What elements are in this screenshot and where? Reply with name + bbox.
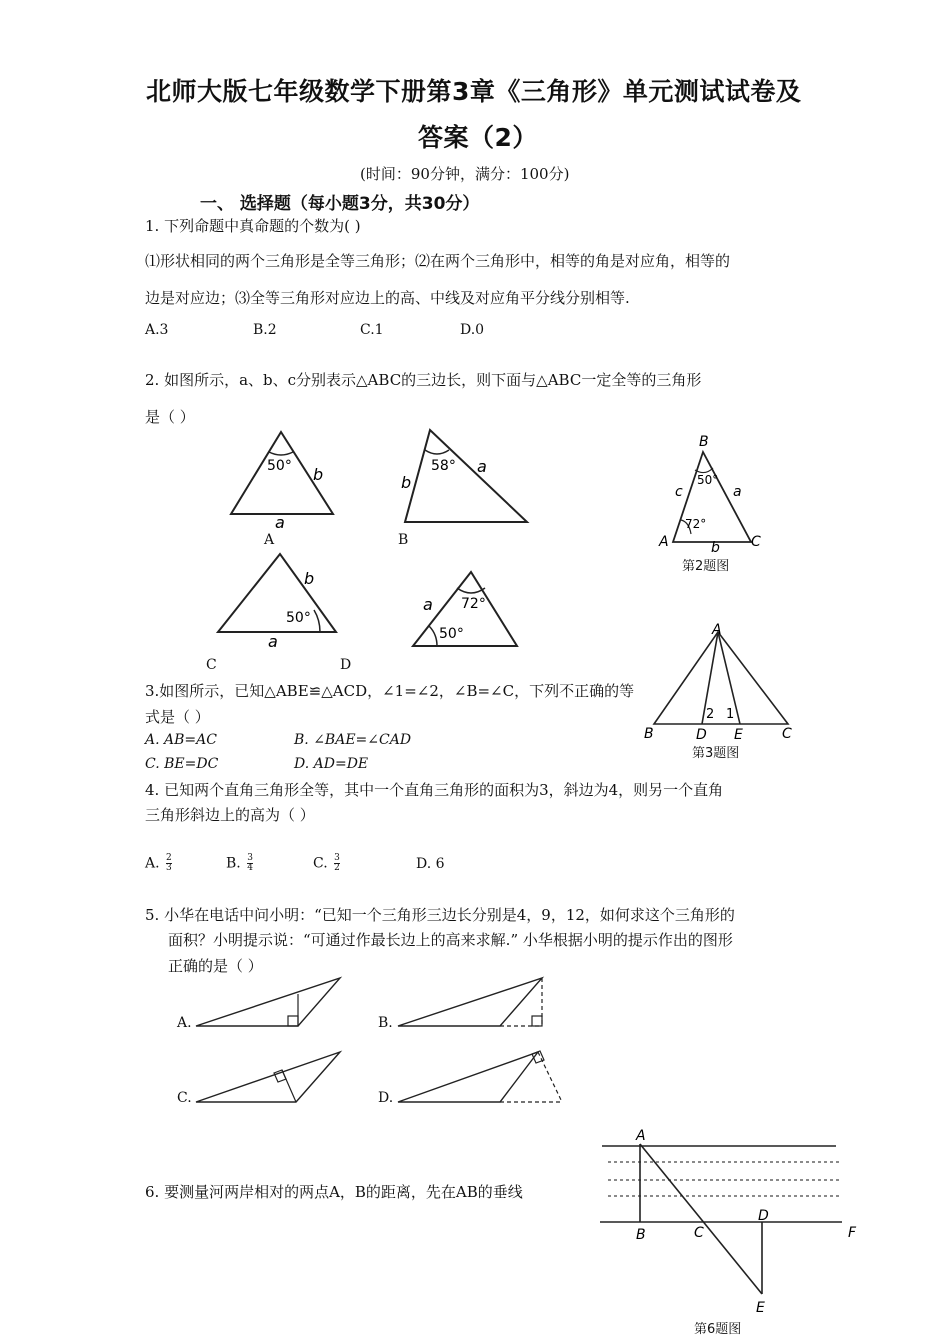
q3-stem: 3.如图所示，已知△ABE≌△ACD，∠1=∠2，∠B=∠C，下列不正确的等 (145, 682, 635, 700)
q2-figure-a (225, 428, 345, 533)
q2-ref-side-a: a (733, 484, 742, 500)
q3-angle-1: 1 (726, 707, 735, 722)
q2-ref-angle-72: 72° (685, 517, 707, 531)
q2-reference-figure (655, 430, 770, 552)
q6-pt-f: F (848, 1225, 857, 1241)
q2-ref-side-b: b (711, 540, 720, 552)
title-line-1: 北师大版七年级数学下册第3章《三角形》单元测试试卷及 (146, 77, 802, 106)
q2-b-side-b: b (401, 473, 412, 492)
q1-option-a: A.3 (145, 322, 169, 338)
q2-figure-c-label: C (206, 657, 217, 673)
q3-angle-2: 2 (706, 707, 715, 722)
q3-figure-caption: 第3题图 (692, 746, 740, 761)
q1-line2: 边是对应边；⑶全等三角形对应边上的高、中线及对应角平分线分别相等. (145, 289, 630, 307)
q2-b-angle: 58° (431, 458, 456, 474)
q6-figure-caption: 第6题图 (694, 1322, 742, 1337)
q2-ref-pt-a: A (659, 534, 669, 550)
q2-a-angle: 50° (267, 458, 292, 474)
q2-figure-c (210, 548, 350, 648)
q3-pt-c: C (782, 726, 792, 742)
q4-option-d: D. 6 (416, 856, 445, 872)
q5-figure-b-label: B. (378, 1015, 393, 1031)
q2-a-side-a: a (275, 513, 285, 532)
title-line-2: 答案（2） (418, 123, 538, 152)
q2-ref-pt-c: C (751, 534, 761, 550)
q6-pt-b: B (636, 1227, 646, 1243)
q5-figure-a-label: A. (177, 1015, 192, 1031)
q2-figure-d-label: D (340, 657, 352, 673)
q2-d-angle-72: 72° (461, 596, 486, 612)
q5-figure-d-label: D. (378, 1090, 394, 1106)
q1-option-c: C.1 (360, 322, 384, 338)
q3-pt-e: E (734, 727, 743, 743)
q5-figure-b (396, 972, 548, 1030)
q4-option-b: B. $\frac{3}{4}$ (226, 853, 253, 873)
q5-figure-a (194, 974, 346, 1030)
q4-stem-2: 三角形斜边上的高为（ ） (145, 806, 315, 824)
q6-pt-a: A (636, 1128, 646, 1144)
q2-c-angle: 50° (286, 610, 311, 626)
q2-d-angle-50: 50° (439, 626, 464, 642)
q4-stem: 4. 已知两个直角三角形全等，其中一个直角三角形的面积为3，斜边为4，则另一个直角 (145, 781, 724, 799)
q3-pt-a: A (712, 622, 722, 638)
q2-figure-b-label: B (398, 532, 409, 548)
q2-ref-pt-b: B (699, 434, 709, 450)
q6-stem: 6. 要测量河两岸相对的两点A，B的距离，先在AB的垂线 (145, 1183, 523, 1201)
q2-stem-2: 是（ ） (145, 408, 195, 426)
q4-option-a: A. $\frac{2}{3}$ (145, 853, 172, 873)
section-heading: 一、 选择题（每小题3分，共30分） (200, 194, 480, 214)
q3-option-c: C. BE=DC (145, 756, 219, 772)
q2-ref-side-c: c (675, 484, 683, 500)
q3-option-a: A. AB=AC (145, 732, 217, 748)
q4-option-c: C. $\frac{3}{2}$ (313, 853, 340, 873)
q2-figure-caption: 第2题图 (682, 559, 730, 574)
q6-pt-c: C (694, 1225, 704, 1241)
q3-figure (640, 618, 800, 743)
q6-pt-d: D (758, 1208, 769, 1224)
q2-figure-d (405, 568, 525, 650)
q2-ref-angle-50: 50° (697, 473, 719, 487)
q5-stem-2: 面积？小明提示说：“可通过作最长边上的高来求解.” 小华根据小明的提示作出的图形 (168, 931, 733, 949)
q3-option-d: D. AD=DE (294, 756, 369, 772)
q2-figure-b (395, 426, 535, 526)
subtitle: (时间：90分钟，满分：100分) (360, 165, 570, 183)
q3-pt-d: D (696, 727, 707, 743)
q5-figure-d (396, 1046, 566, 1106)
q3-pt-b: B (644, 726, 654, 742)
q1-stem: 1. 下列命题中真命题的个数为( ) (145, 217, 361, 235)
q3-stem-2: 式是（ ） (145, 708, 210, 726)
q2-c-side-b: b (304, 569, 315, 588)
q5-figure-c-label: C. (177, 1090, 192, 1106)
q1-option-d: D.0 (460, 322, 485, 338)
q5-stem-3: 正确的是（ ） (168, 957, 263, 975)
q5-figure-c (194, 1048, 346, 1106)
q1-option-b: B.2 (253, 322, 277, 338)
q3-option-b: B. ∠BAE=∠CAD (294, 732, 412, 748)
q5-stem: 5. 小华在电话中问小明：“已知一个三角形三边长分别是4，9，12，如何求这个三角形的 (145, 906, 735, 924)
q2-b-side-a: a (477, 457, 487, 476)
q1-line1: ⑴形状相同的两个三角形是全等三角形；⑵在两个三角形中，相等的角是对应角，相等的 (145, 252, 731, 270)
q6-pt-e: E (756, 1300, 765, 1316)
q2-stem: 2. 如图所示，a、b、c分别表示△ABC的三边长，则下面与△ABC一定全等的三角形 (145, 371, 702, 389)
q2-c-side-a: a (268, 632, 278, 648)
q2-a-side-b: b (313, 465, 324, 484)
q2-figure-a-label: A (264, 532, 275, 548)
q6-figure (596, 1124, 866, 1316)
q2-d-side-a: a (423, 595, 433, 614)
